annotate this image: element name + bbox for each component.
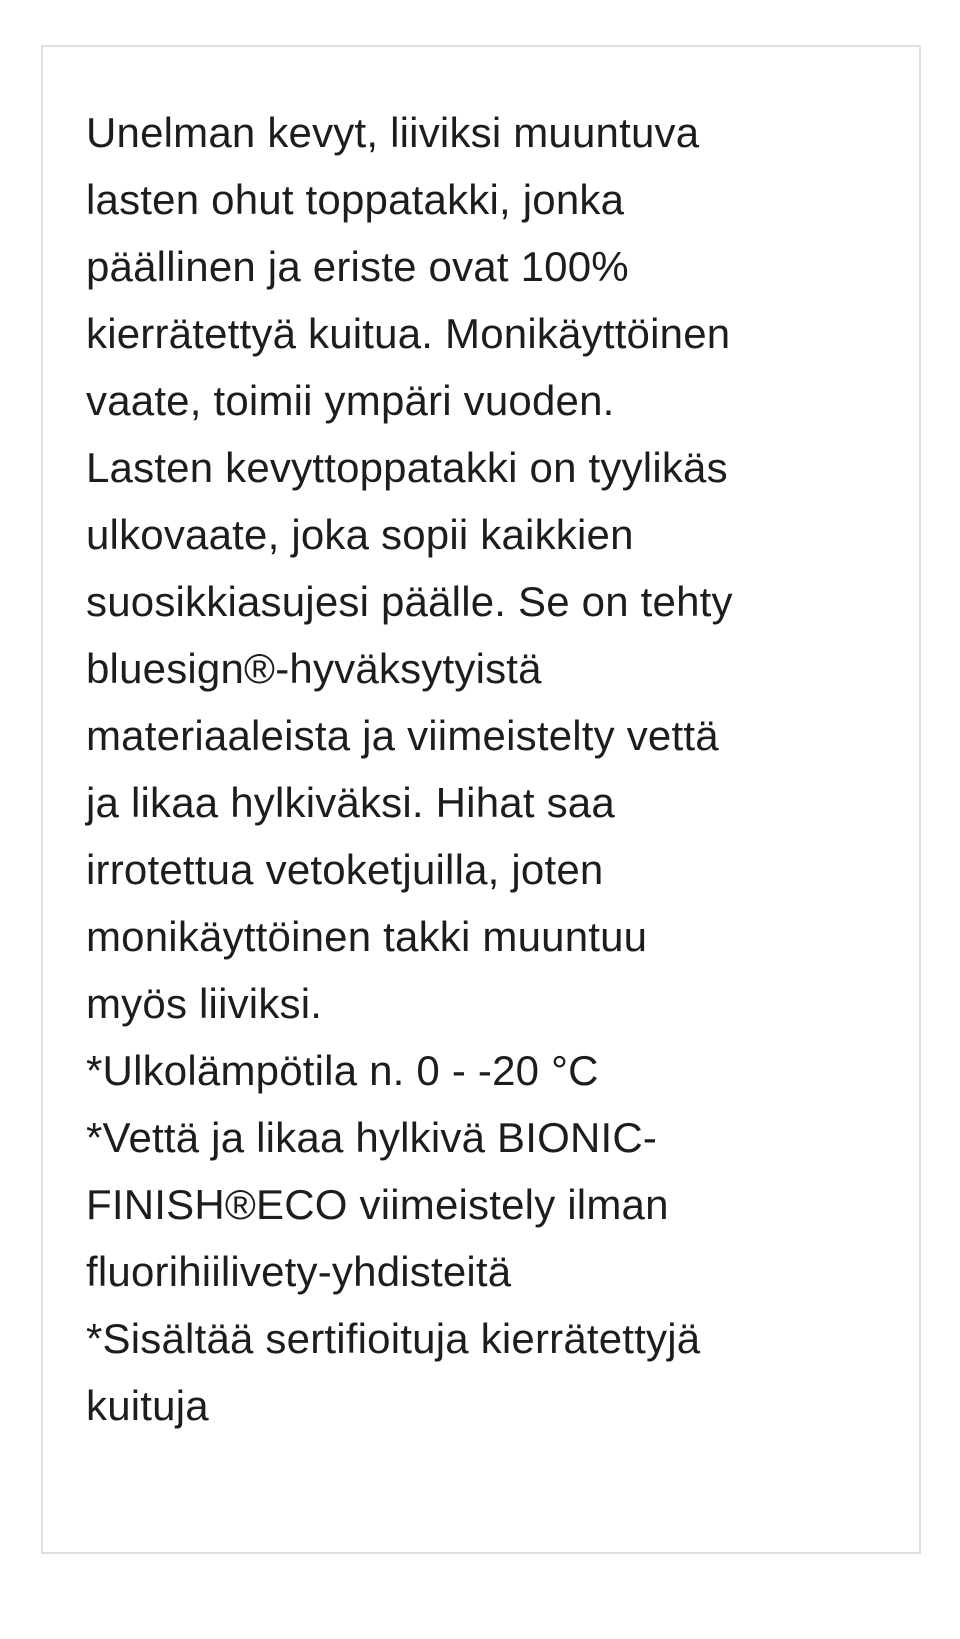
description-line: fluorihiilivety-yhdisteitä	[86, 1248, 512, 1295]
description-line: materiaaleista ja viimeistelty vettä	[86, 712, 719, 759]
description-line: monikäyttöinen takki muuntuu	[86, 913, 648, 960]
description-line: *Sisältää sertifioituja kierrätettyjä	[86, 1315, 701, 1362]
description-line: myös liiviksi.	[86, 980, 323, 1027]
description-line: bluesign®-hyväksytyistä	[86, 645, 542, 692]
product-description-text	[43, 47, 919, 1439]
description-line: päällinen ja eriste ovat 100%	[86, 243, 629, 290]
description-line: lasten ohut toppatakki, jonka	[86, 176, 625, 223]
description-line: Unelman kevyt, liiviksi muuntuva	[86, 109, 700, 156]
description-line: vaate, toimii ympäri vuoden.	[86, 377, 615, 424]
description-line: ja likaa hylkiväksi. Hihat saa	[86, 779, 615, 826]
product-description-card	[41, 45, 921, 1554]
description-line: Lasten kevyttoppatakki on tyylikäs	[86, 444, 728, 491]
description-line: *Ulkolämpötila n. 0 - -20 °C	[86, 1047, 599, 1094]
description-line: FINISH®ECO viimeistely ilman	[86, 1181, 669, 1228]
description-line: kuituja	[86, 1382, 209, 1429]
description-line: suosikkiasujesi päälle. Se on tehty	[86, 578, 733, 625]
description-line: *Vettä ja likaa hylkivä BIONIC-	[86, 1114, 658, 1161]
description-line: kierrätettyä kuitua. Monikäyttöinen	[86, 310, 731, 357]
description-line: ulkovaate, joka sopii kaikkien	[86, 511, 634, 558]
description-line: irrotettua vetoketjuilla, joten	[86, 846, 604, 893]
